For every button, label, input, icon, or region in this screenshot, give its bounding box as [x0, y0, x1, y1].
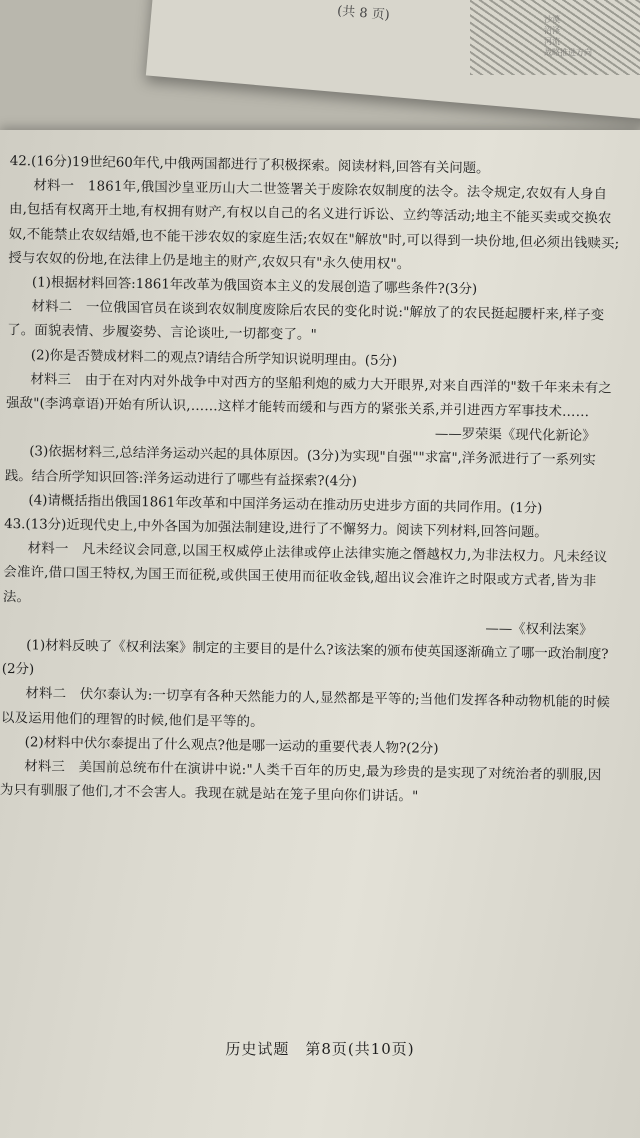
q43-question-1: (1)材料反映了《权利法案》制定的主要目的是什么?该法案的颁布使英国逐渐确立了哪一政治制度?(2分) [1, 638, 609, 678]
q42-material-3: 材料三 由于在对内对外战争中对西方的坚船利炮的威力大开眼界,对来自西洋的"数千年来未有之强敌"(李鸿章语)开始有所认识,……这样才能转而缓和与西方的紧张关系,并引进西方军事技术…… [5, 372, 613, 421]
q42-question-2: (2)你是否赞成材料二的观点?请结合所学知识说明理由。(5分) [30, 347, 398, 369]
q43-material-1-source: ——《权利法案》 [485, 621, 593, 639]
map-legend [544, 14, 592, 58]
q43-question-2: (2)材料中伏尔泰提出了什么观点?他是哪一运动的重要代表人物?(2分) [24, 735, 439, 757]
legend-item: 沼泽 [544, 26, 560, 35]
legend-item: 河流 [544, 37, 560, 46]
q42-question-3: (3)依据材料三,总结洋务运动兴起的具体原因。(3分)为实现"自强""求富",洋务派进行了一系列实践。结合所学知识回答:洋务运动进行了哪些有益探索?(4分) [4, 444, 596, 490]
exam-page [0, 130, 640, 1138]
page-footer: 历史试题 第8页(共10页) [225, 1040, 415, 1058]
q43-material-3: 材料三 美国前总统布什在演讲中说:"人类千百年的历史,最为珍贵的是实现了对统治者的驯服,因为只有驯服了他们,才不会害人。我现在就是站在笼子里向你们讲话。" [0, 759, 602, 805]
q42-material-1: 材料一 1861年,俄国沙皇亚历山大二世签署关于废除农奴制度的法令。法令规定,农奴有人身自由,包括有权离开土地,有权拥有财产,有权以自己的名义进行诉讼、立约等活动;地主不能买卖或交换农奴,不能禁止农奴结婚,也不能干涉农奴的家庭生活;农奴在"解放"时,可以得到一块份地,但必须出钱赎买;授与农奴的份地,在法律上仍是地主的财产,农奴只有"永久使用权"。 [8, 178, 620, 273]
legend-item: 战略推进方向 [544, 48, 592, 57]
q42-material-3-source: ——罗荣渠《现代化新论》 [434, 426, 596, 445]
q42-question-1: (1)根据材料回答:1861年改革为俄国资本主义的发展创造了哪些条件?(3分) [31, 275, 478, 298]
map-fragment [470, 0, 640, 75]
q43-material-2: 材料二 伏尔泰认为:一切享有各种天然能力的人,显然都是平等的;当他们发挥各种动物机能的时候以及运用他们的理智的时候,他们是平等的。 [0, 686, 611, 730]
q42-stem: 42.(16分)19世纪60年代,中俄两国都进行了积极探索。阅读材料,回答有关问题。 [9, 153, 490, 177]
background-page-note: (共 8 页) [336, 3, 391, 24]
q43-material-1: 材料一 凡未经议会同意,以国王权威停止法律或停止法律实施之僭越权力,为非法权力。凡未经议会准许,借口国王特权,为国王而征税,或供国王使用而征收金钱,超出议会准许之时限或方式者,皆为非法。 [2, 541, 608, 606]
q42-material-2: 材料二 一位俄国官员在谈到农奴制度废除后农民的变化时说:"解放了的农民挺起腰杆来,样子变了。面貌表情、步履姿势、言论谈吐,一切都变了。" [7, 299, 605, 344]
q42-question-4: (4)请概括指出俄国1861年改革和中国洋务运动在推动历史进步方面的共同作用。(1分) [28, 493, 543, 517]
page-content [0, 150, 622, 813]
legend-item: 沙漠 [544, 15, 560, 24]
q43-stem: 43.(13分)近现代史上,中外各国为加强法制建设,进行了不懈努力。阅读下列材料,回答问题。 [3, 517, 548, 541]
